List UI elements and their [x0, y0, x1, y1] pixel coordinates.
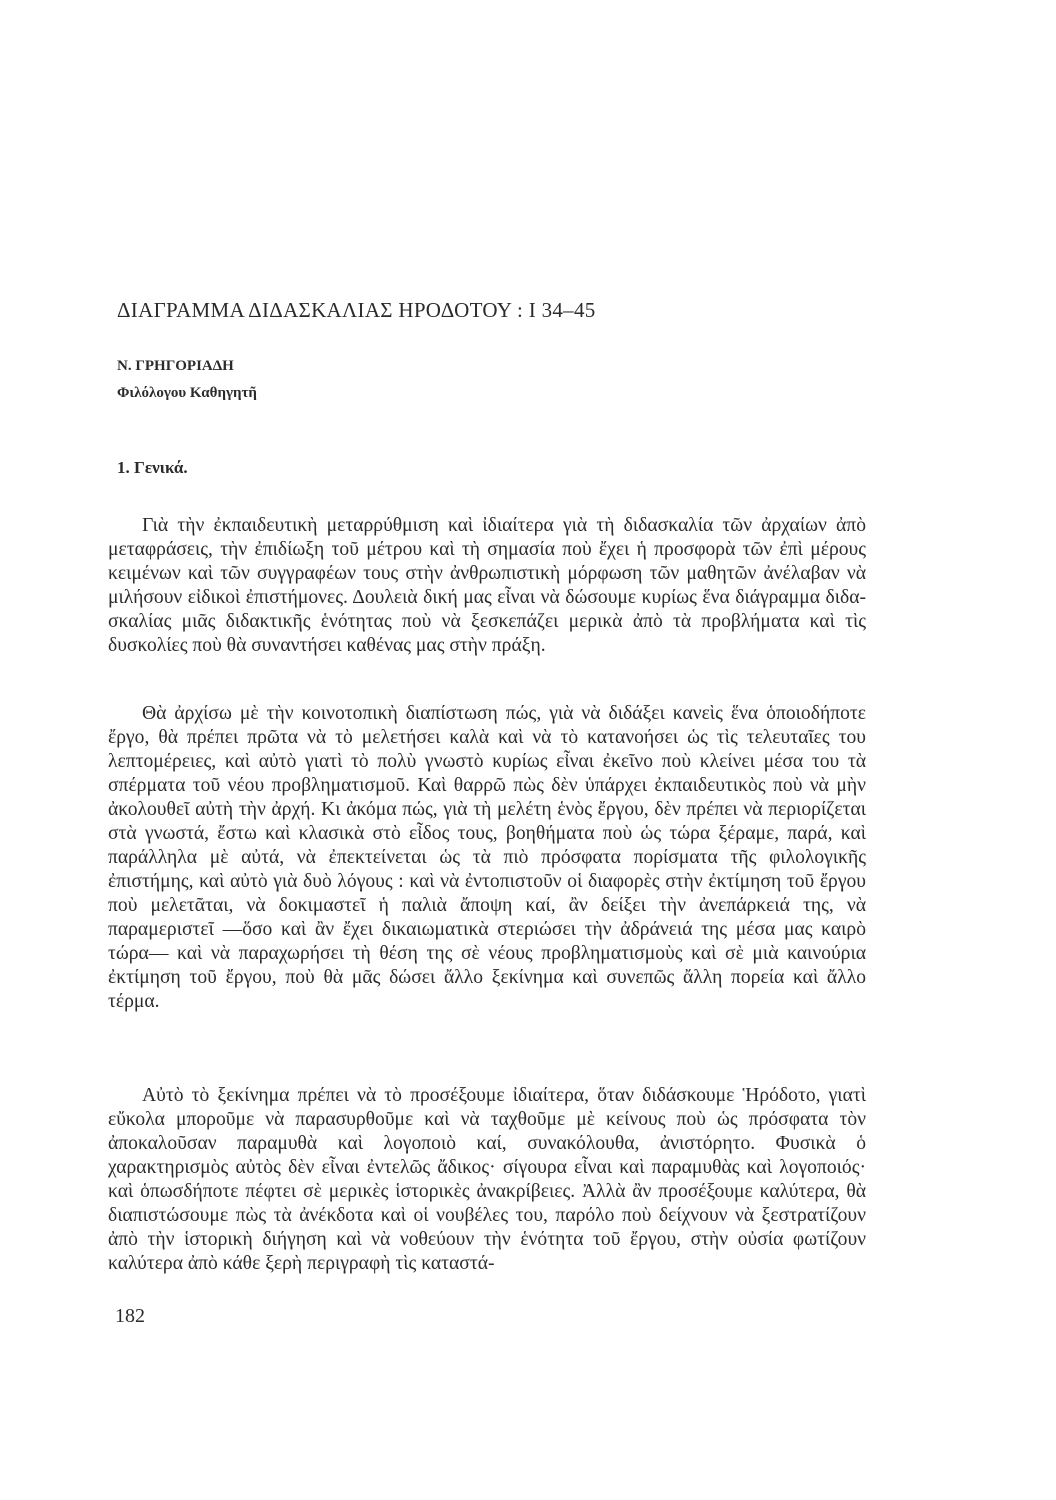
author-affiliation: Φιλόλογου Καθηγητῆ — [117, 385, 257, 401]
section-heading: 1. Γενικά. — [117, 458, 188, 477]
article-title: ΔΙΑΓΡΑΜΜΑ ΔΙΔΑΣΚΑΛΙΑΣ ΗΡΟΔΟΤΟΥ : Ι 34–45 — [117, 298, 596, 322]
body-paragraph: Θὰ ἀρχίσω μὲ τὴν κοινοτοπικὴ διαπίστωση πώς, γιὰ νὰ διδάξει κανεὶς ἕνα ὁποιοδήποτε ἔργο, θὰ πρέπει πρῶτα νὰ τὸ μελετήσει καλὰ καὶ νὰ τὸ κατανοήσει ὡς τὶς τελευταῖες του λεπτομέρειες, καὶ αὐτὸ γιατὶ τὸ πολὺ γνωστὸ κυρίως εἶναι ἐκεῖνο ποὺ κλείνει μέσα του τὰ σπέρματα τοῦ νέου προβληματισμοῦ. Καὶ θαρρῶ πὼς δὲν ὑπάρχει ἐκπαιδευτικὸς ποὺ νὰ μὴν ἀκολουθεῖ αὐτὴ τὴν ἀρχή. Κι ἀκόμα πώς, γιὰ τὴ μελέτη ἑνὸς ἔργου, δὲν πρέπει νὰ περιορίζεται στὰ γνωστά, ἔστω καὶ κλασικὰ στὸ εἶδος τους, βοηθήματα ποὺ ὡς τώρα ξέραμε, παρά, καὶ παράλληλα μὲ αὐτά, νὰ ἐπεκτείνεται ὡς τὰ πιὸ πρόσφατα πορίσματα τῆς φιλολογικῆς ἐπιστήμης, καὶ αὐτὸ γιὰ δυὸ λόγους : καὶ νὰ ἐντοπιστοῦν οἱ διαφορὲς στὴν ἐκτίμηση τοῦ ἔργου ποὺ μελετᾶται, νὰ δοκιμαστεῖ ἡ παλιὰ ἄποψη καί, ἂν δείξει τὴν ἀνεπάρκειά της, νὰ παραμεριστεῖ —ὅσο καὶ ἂν ἔχει δικαιωματικὰ στεριώσει τὴν ἀδράνειά της μέσα μας καιρὸ τώρα— καὶ νὰ παραχωρήσει τὴ θέση της σὲ νέους προβληματισμοὺς καὶ σὲ μιὰ καινούρια ἐκτίμηση τοῦ ἔργου, ποὺ θὰ μᾶς δώσει ἄλλο ξεκίνημα καὶ συνεπῶς ἄλλη πορεία καὶ ἄλλο τέρμα. — [108, 702, 866, 1012]
author-name: Ν. ΓΡΗΓΟΡΙΑΔΗ — [117, 358, 234, 374]
body-paragraph: Αὐτὸ τὸ ξεκίνημα πρέπει νὰ τὸ προσέξουμε ἰδιαίτερα, ὅταν διδάσκουμε Ἡρόδοτο, γιατὶ εὔκολα μποροῦμε νὰ παρασυρθοῦμε καὶ νὰ ταχθοῦμε μὲ κείνους ποὺ ὡς πρόσφατα τὸν ἀποκαλοῦσαν παραμυθὰ καὶ λογοποιὸ καί, συνακόλουθα, ἀνιστόρητο. Φυσικὰ ὁ χαρακτηρισμὸς αὐτὸς δὲν εἶναι ἐντελῶς ἄδικος· σίγουρα εἶναι καὶ παραμυθὰς καὶ λογοποιός· καὶ ὁπωσδήποτε πέφτει σὲ μερικὲς ἱστορικὲς ἀνακρίβειες. Ἀλλὰ ἂν προσέξουμε καλύτερα, θὰ διαπιστώσουμε πὼς τὰ ἀνέκδοτα καὶ οἱ νουβέλες του, παρόλο ποὺ δείχνουν νὰ ξεστρατίζουν ἀπὸ τὴν ἱστορικὴ διήγηση καὶ νὰ νοθεύουν τὴν ἑνότητα τοῦ ἔργου, στὴν οὐσία φωτίζουν καλύτερα ἀπὸ κάθε ξερὴ περιγραφὴ τὶς καταστά- — [108, 1084, 866, 1274]
page-number: 182 — [115, 1305, 145, 1327]
body-paragraph: Γιὰ τὴν ἐκπαιδευτικὴ μεταρρύθμιση καὶ ἰδιαίτερα γιὰ τὴ διδασκαλία τῶν ἀρχαίων ἀπὸ μεταφράσεις, τὴν ἐπιδίωξη τοῦ μέτρου καὶ τὴ σημασία ποὺ ἔχει ἡ προσφορὰ τῶν ἐπὶ μέρους κειμένων καὶ τῶν συγγραφέων τους στὴν ἀνθρωπιστικὴ μόρφωση τῶν μαθητῶν ἀνέλαβαν νὰ μιλήσουν εἰδικοὶ ἐπιστήμονες. Δουλειὰ δική μας εἶναι νὰ δώσουμε κυρίως ἕνα διάγραμμα διδασκαλίας μιᾶς διδακτικῆς ἑνότητας ποὺ νὰ ξεσκεπάζει μερικὰ ἀπὸ τὰ προβλήματα καὶ τὶς δυσκολίες ποὺ θὰ συναντήσει καθένας μας στὴν πράξη. — [108, 514, 866, 656]
